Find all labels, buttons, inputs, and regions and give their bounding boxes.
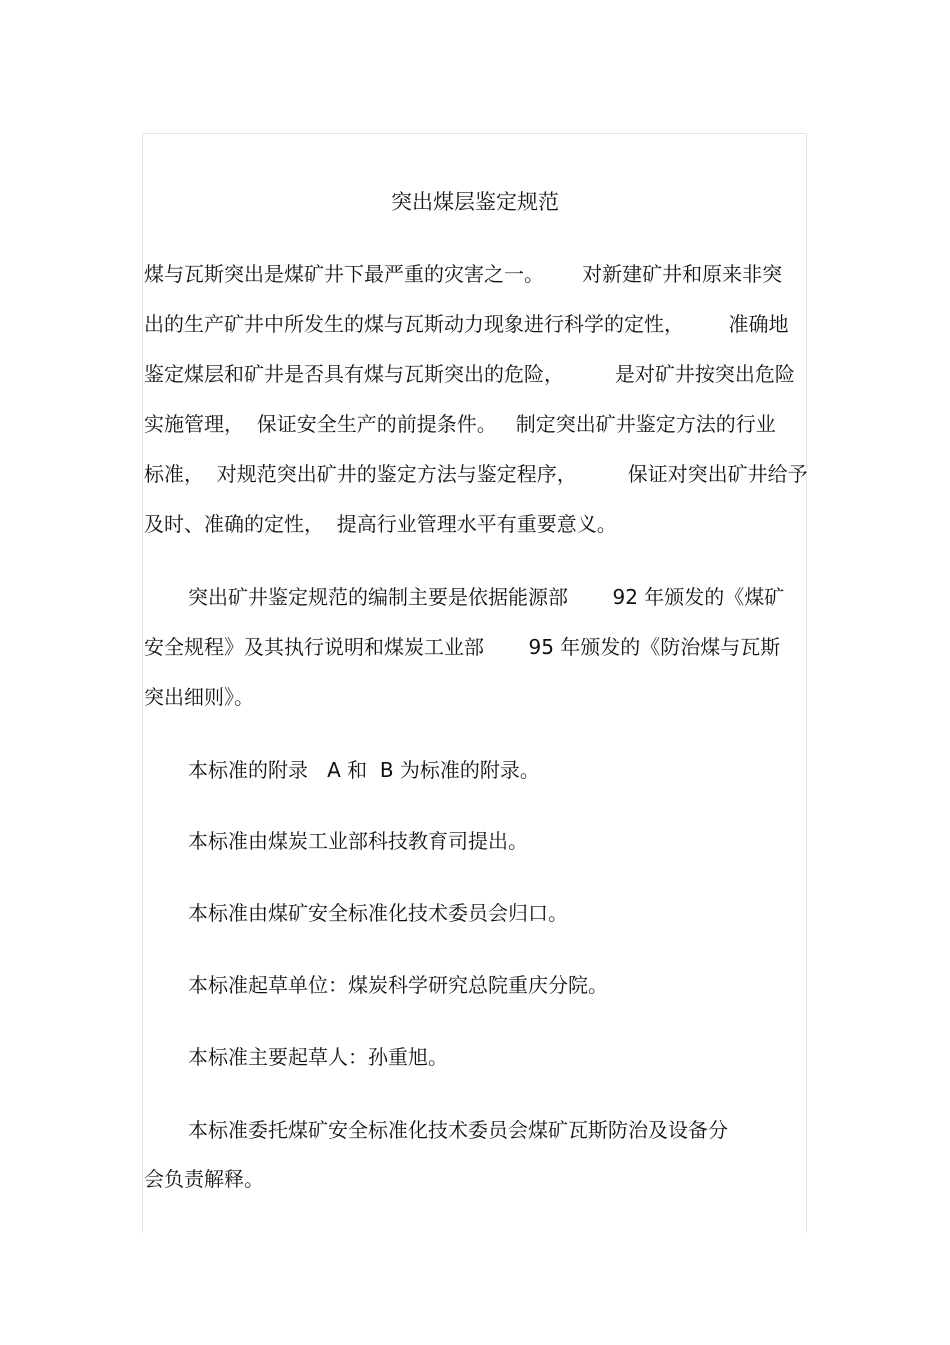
paragraph-1-line-4: 实施管理， 保证安全生产的前提条件。 制定突出矿井鉴定方法的行业: [144, 412, 776, 436]
document-title: 突出煤层鉴定规范: [391, 190, 559, 214]
paragraph-1-line-3: 鉴定煤层和矿井是否具有煤与瓦斯突出的危险， 是对矿井按突出危险: [144, 362, 795, 386]
paragraph-2-line-3: 突出细则》。: [144, 685, 254, 709]
proposer-note: 本标准由煤炭工业部科技教育司提出。: [188, 829, 528, 853]
drafter-note: 本标准主要起草人：孙重旭。: [188, 1045, 448, 1069]
paragraph-1-line-6: 及时、准确的定性， 提高行业管理水平有重要意义。: [144, 512, 617, 536]
centralizer-note: 本标准由煤矿安全标准化技术委员会归口。: [188, 901, 568, 925]
paragraph-2-line-2: 安全规程》及其执行说明和煤炭工业部 95 年颁发的《防治煤与瓦斯: [144, 635, 781, 659]
paragraph-1-line-1: 煤与瓦斯突出是煤矿井下最严重的灾害之一。 对新建矿井和原来非突: [144, 262, 783, 286]
interpretation-note-line-2: 会负责解释。: [144, 1167, 264, 1191]
paragraph-1-line-2: 出的生产矿井中所发生的煤与瓦斯动力现象进行科学的定性， 准确地: [144, 312, 789, 336]
appendix-note: 本标准的附录 A 和 B 为标准的附录。: [188, 758, 540, 782]
paragraph-1-line-5: 标准， 对规范突出矿井的鉴定方法与鉴定程序， 保证对突出矿井给予: [144, 462, 808, 486]
drafting-unit-note: 本标准起草单位：煤炭科学研究总院重庆分院。: [188, 973, 608, 997]
interpretation-note-line-1: 本标准委托煤矿安全标准化技术委员会煤矿瓦斯防治及设备分: [188, 1118, 728, 1142]
paragraph-2-line-1: 突出矿井鉴定规范的编制主要是依据能源部 92 年颁发的《煤矿: [188, 585, 785, 609]
